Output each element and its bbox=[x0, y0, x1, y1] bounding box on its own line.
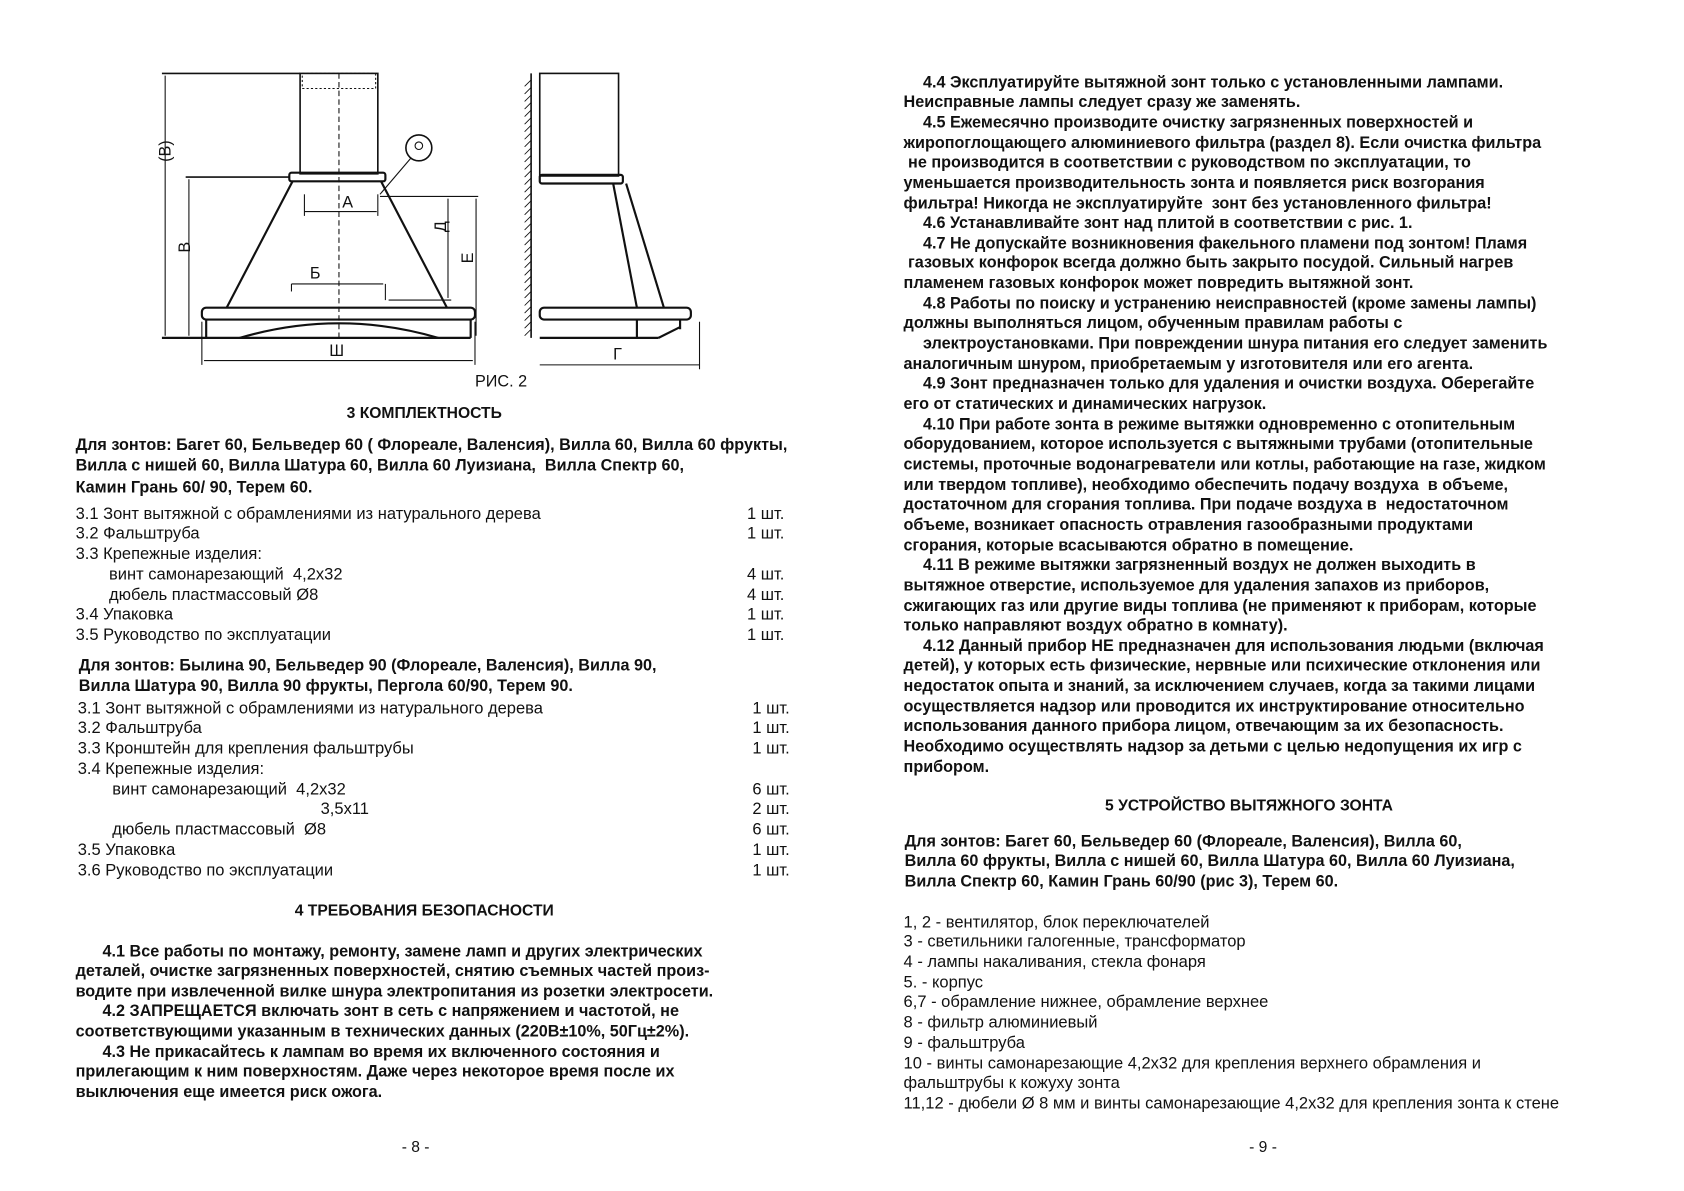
wall-hatch bbox=[525, 155, 531, 161]
safety-text-line: жиропоглощающего алюминиевого фильтра (раздел 8). Если очистка фильтра bbox=[903, 133, 1542, 152]
part-legend-item: 11,12 - дюбели Ø 8 мм и винты самонарезающие 4,2х32 для крепления зонта к стене bbox=[903, 1094, 1560, 1113]
wall-hatch bbox=[525, 239, 531, 245]
safety-text-line: газовых конфорок всегда должно быть закрыто посудой. Сильный нагрев bbox=[903, 254, 1514, 273]
model-list-line: Камин Грань 60/ 90, Терем 60. bbox=[75, 477, 313, 497]
safety-text-line: объеме, возникает опасность отравления газообразными продуктами bbox=[903, 515, 1474, 535]
part-legend-item: 4 - лампы накаливания, стекла фонаря bbox=[903, 953, 1206, 972]
label-d: Д bbox=[431, 221, 450, 233]
page-number-left: - 8 - bbox=[401, 1138, 430, 1157]
part-legend-item: 1, 2 - вентилятор, блок переключателей bbox=[903, 912, 1210, 932]
safety-text-line: осуществляется надзор или проводится их инструктирование относительно bbox=[903, 697, 1525, 716]
model-list-line: Для зонтов: Багет 60, Бельведер 60 (Флореале, Валенсия), Вилла 60, bbox=[904, 831, 1462, 851]
item-quantity: 4 шт. bbox=[747, 585, 785, 605]
safety-text-line: выключения еще имеется риск ожога. bbox=[75, 1082, 383, 1101]
safety-text-line: или твердом топливе), необходимо обеспечить подачу воздуха в объеме, bbox=[903, 475, 1508, 495]
kit-item: 3,5х11 bbox=[320, 800, 369, 819]
model-list-line: Вилла Шатура 90, Вилла 90 фрукты, Пергола 60/90, Терем 90. bbox=[78, 676, 573, 696]
hood-dimension-drawing bbox=[0, 0, 756, 399]
safety-text-line: недостаток опыта и знаний, за исключением случаев, когда за такими лицами bbox=[903, 676, 1536, 696]
item-quantity: 1 шт. bbox=[752, 699, 790, 718]
safety-text-line: 4.5 Ежемесячно производите очистку загрязненных поверхностей и bbox=[922, 113, 1474, 132]
kit-item: винт самонарезающий 4,2х32 bbox=[112, 780, 346, 799]
item-quantity: 4 шт. bbox=[747, 565, 785, 584]
safety-text-line: 4.12 Данный прибор НЕ предназначен для использования людьми (включая bbox=[922, 636, 1544, 656]
wall-hatch bbox=[525, 254, 531, 260]
wall-hatch bbox=[525, 171, 531, 177]
part-legend-item: 5. - корпус bbox=[903, 973, 984, 992]
kit-item: 3.4 Крепежные изделия: bbox=[77, 759, 265, 779]
wall-hatch bbox=[525, 216, 531, 222]
item-quantity: 1 шт. bbox=[752, 719, 790, 738]
wall-hatch bbox=[525, 208, 531, 214]
safety-text-line: детей), у которых есть физические, нервные или психические отклонения или bbox=[903, 656, 1541, 676]
item-quantity: 1 шт. bbox=[752, 840, 790, 860]
safety-text-line: 4.9 Зонт предназначен только для удаления и очистки воздуха. Оберегайте bbox=[922, 374, 1535, 394]
wall-hatch bbox=[525, 329, 531, 335]
wall-hatch bbox=[525, 186, 531, 192]
safety-text-line: электроустановками. При повреждении шнура питания его следует заменить bbox=[922, 334, 1548, 354]
safety-text-line: 4.3 Не прикасайтесь к лампам во время их включенного состояния и bbox=[102, 1042, 660, 1061]
safety-text-line: прилегающим к ним поверхностям. Даже через некоторое время после их bbox=[75, 1062, 675, 1081]
safety-text-line: 4.6 Устанавливайте зонт над плитой в соответствии с рис. 1. bbox=[922, 213, 1413, 233]
safety-text-line: оборудованием, которое используется с вытяжными трубами (отопительные bbox=[903, 435, 1533, 454]
wall-hatch bbox=[525, 322, 531, 328]
wall-hatch bbox=[525, 87, 531, 93]
wall-hatch bbox=[525, 148, 531, 154]
part-legend-item: 3 - светильники галогенные, трансформатор bbox=[903, 933, 1246, 952]
front-view bbox=[157, 73, 479, 364]
kit-item: 3.5 Упаковка bbox=[77, 840, 176, 860]
safety-text-line: уменьшается производительность зонта и появляется риск возгорания bbox=[903, 173, 1485, 193]
safety-text-line: использования данного прибора лицом, отвечающим за их безопасность. bbox=[903, 717, 1504, 736]
wall-hatch bbox=[525, 276, 531, 282]
kit-item: 3.3 Крепежные изделия: bbox=[75, 545, 262, 564]
wall-hatch bbox=[525, 193, 531, 199]
wall-hatch bbox=[525, 178, 531, 184]
item-quantity: 2 шт. bbox=[752, 800, 790, 819]
wall-hatch bbox=[525, 110, 531, 116]
item-quantity: 6 шт. bbox=[752, 820, 790, 839]
kit-item: 3.2 Фальштруба bbox=[77, 719, 202, 738]
section-4-heading: 4 ТРЕБОВАНИЯ БЕЗОПАСНОСТИ bbox=[294, 902, 554, 920]
kit-item: винт самонарезающий 4,2х32 bbox=[109, 565, 343, 584]
safety-text-line: 4.7 Не допускайте возникновения факельного пламени под зонтом! Пламя bbox=[922, 234, 1528, 253]
safety-text-line: Неисправные лампы следует сразу же заменять. bbox=[903, 93, 1301, 112]
wall-hatch bbox=[525, 291, 531, 297]
label-b-paren: (В) bbox=[156, 140, 175, 162]
safety-text-line: 4.2 ЗАПРЕЩАЕТСЯ включать зонт в сеть с напряжением и частотой, не bbox=[102, 1002, 679, 1021]
wall-hatch bbox=[525, 125, 531, 131]
kit-item: 3.1 Зонт вытяжной с обрамлениями из натурального дерева bbox=[77, 699, 543, 718]
label-b: В bbox=[175, 241, 194, 253]
wall-hatch bbox=[525, 299, 531, 305]
wall-hatch bbox=[525, 231, 531, 237]
wall-hatch bbox=[525, 163, 531, 169]
safety-text-line: соответствующими указанным в технических данных (220В±10%, 50Гц±2%). bbox=[75, 1022, 690, 1041]
safety-text-line: пламенем газовых конфорок может повредить вытяжной зонт. bbox=[903, 274, 1414, 293]
safety-text-line: не производится в соответствии с руководством по эксплуатации, то bbox=[903, 153, 1471, 172]
kit-item: 3.5 Руководство по эксплуатации bbox=[75, 626, 331, 645]
safety-text-line: 4.4 Эксплуатируйте вытяжной зонт только с установленными лампами. bbox=[922, 73, 1504, 92]
safety-text-line: только направляют воздух обратно в комнату). bbox=[903, 616, 1288, 635]
kit-item: дюбель пластмассовый Ø8 bbox=[109, 585, 319, 605]
item-quantity: 1 шт. bbox=[747, 626, 785, 645]
wall-hatch bbox=[525, 201, 531, 207]
wall-hatch bbox=[525, 133, 531, 139]
safety-text-line: водите при извлеченной вилке шнура электропитания из розетки электросети. bbox=[75, 982, 714, 1001]
safety-text-line: фильтра! Никогда не эксплуатируйте зонт без установленного фильтра! bbox=[903, 193, 1492, 213]
wall-hatch bbox=[525, 261, 531, 267]
kit-item: 3.4 Упаковка bbox=[75, 606, 174, 625]
part-legend-item: 6,7 - обрамление нижнее, обрамление верхнее bbox=[903, 993, 1269, 1012]
wall-hatch bbox=[525, 140, 531, 146]
wall-hatch bbox=[525, 103, 531, 109]
safety-text-line: аналогичным шнуром, приобретаемым у изготовителя или его агента. bbox=[903, 354, 1474, 374]
item-quantity: 1 шт. bbox=[747, 525, 785, 544]
safety-text-line: должны выполняться лицом, обученным правилам работы с bbox=[903, 314, 1403, 333]
safety-text-line: достаточном для сгорания топлива. При подаче воздуха в недостаточном bbox=[903, 495, 1509, 515]
part-legend-item: 10 - винты самонарезающие 4,2х32 для крепления верхнего обрамления и bbox=[903, 1054, 1481, 1073]
keyhole-detail-icon bbox=[406, 135, 432, 161]
wall-hatch bbox=[525, 95, 531, 101]
item-quantity: 6 шт. bbox=[752, 780, 790, 799]
safety-text-line: 4.8 Работы по поиску и устранению неисправностей (кроме замены лампы) bbox=[922, 294, 1537, 313]
safety-text-line: 4.11 В режиме вытяжки загрязненный воздух не должен выходить в bbox=[922, 556, 1476, 575]
kit-item: 3.3 Кронштейн для крепления фальштрубы bbox=[77, 739, 414, 758]
section-5-heading: 5 УСТРОЙСТВО ВЫТЯЖНОГО ЗОНТА bbox=[1105, 797, 1393, 816]
safety-text-line: сжигающих газ или другие виды топлива (не применяют к приборам, которые bbox=[903, 596, 1537, 615]
safety-text-line: 4.1 Все работы по монтажу, ремонту, замене ламп и других электрических bbox=[102, 941, 703, 961]
wall-hatch bbox=[525, 307, 531, 313]
figure-caption: РИС. 2 bbox=[474, 372, 528, 391]
safety-text-line: его от статических и динамических нагрузок. bbox=[903, 395, 1267, 414]
kit-item: дюбель пластмассовый Ø8 bbox=[112, 820, 327, 839]
safety-text-line: системы, проточные водонагреватели или котлы, работающие на газе, жидком bbox=[903, 455, 1546, 474]
wall-hatch bbox=[525, 118, 531, 124]
part-legend-item: 9 - фальштруба bbox=[903, 1033, 1025, 1053]
safety-text-line: 4.10 При работе зонта в режиме вытяжки одновременно с отопительным bbox=[922, 415, 1516, 434]
side-view bbox=[525, 73, 700, 369]
model-list-line: Вилла 60 фрукты, Вилла с нишей 60, Вилла Шатура 60, Вилла 60 Луизиана, bbox=[904, 852, 1515, 871]
wall-hatch bbox=[525, 269, 531, 275]
safety-text-line: деталей, очистке загрязненных поверхностей, снятию съемных частей произ- bbox=[75, 962, 710, 981]
item-quantity: 1 шт. bbox=[747, 504, 785, 524]
safety-text-line: прибором. bbox=[903, 757, 990, 776]
wall-hatch bbox=[525, 80, 531, 86]
kit-item: 3.1 Зонт вытяжной с обрамлениями из натурального дерева bbox=[75, 504, 541, 524]
safety-text-line: вытяжное отверстие, используемое для удаления запахов из приборов, bbox=[903, 576, 1490, 595]
item-quantity: 1 шт. bbox=[752, 861, 790, 880]
part-legend-item: фальштрубы к кожуху зонта bbox=[903, 1074, 1120, 1093]
item-quantity: 1 шт. bbox=[752, 739, 790, 758]
wall-hatch bbox=[525, 284, 531, 290]
model-list-line: Для зонтов: Багет 60, Бельведер 60 ( Флореале, Валенсия), Вилла 60, Вилла 60 фрукты, bbox=[75, 435, 788, 455]
wall-hatch bbox=[525, 246, 531, 252]
item-quantity: 1 шт. bbox=[747, 606, 785, 625]
model-list-line: Для зонтов: Былина 90, Бельведер 90 (Флореале, Валенсия), Вилла 90, bbox=[78, 655, 657, 675]
label-g: Г bbox=[613, 345, 622, 364]
safety-text-line: сгорания, которые всасываются обратно в помещение. bbox=[903, 536, 1354, 555]
label-bb: Б bbox=[309, 264, 321, 283]
page-number-right: - 9 - bbox=[1249, 1138, 1277, 1157]
kit-item: 3.2 Фальштруба bbox=[75, 525, 200, 544]
part-legend-item: 8 - фильтр алюминиевый bbox=[903, 1013, 1098, 1033]
wall-hatch bbox=[525, 314, 531, 320]
safety-text-line: Необходимо осуществлять надзор за детьми с целью недопущения их игр с bbox=[903, 737, 1522, 756]
kit-item: 3.6 Руководство по эксплуатации bbox=[77, 861, 334, 880]
model-list-line: Вилла с нишей 60, Вилла Шатура 60, Вилла 60 Луизиана, Вилла Спектр 60, bbox=[75, 456, 685, 476]
label-sh: Ш bbox=[329, 342, 345, 361]
model-list-line: Вилла Спектр 60, Камин Грань 60/90 (рис 3), Терем 60. bbox=[904, 872, 1339, 891]
label-a: А bbox=[342, 193, 354, 212]
label-e: Е bbox=[458, 252, 477, 264]
wall-hatch bbox=[525, 223, 531, 229]
section-3-heading: 3 КОМПЛЕКТНОСТЬ bbox=[346, 404, 502, 423]
